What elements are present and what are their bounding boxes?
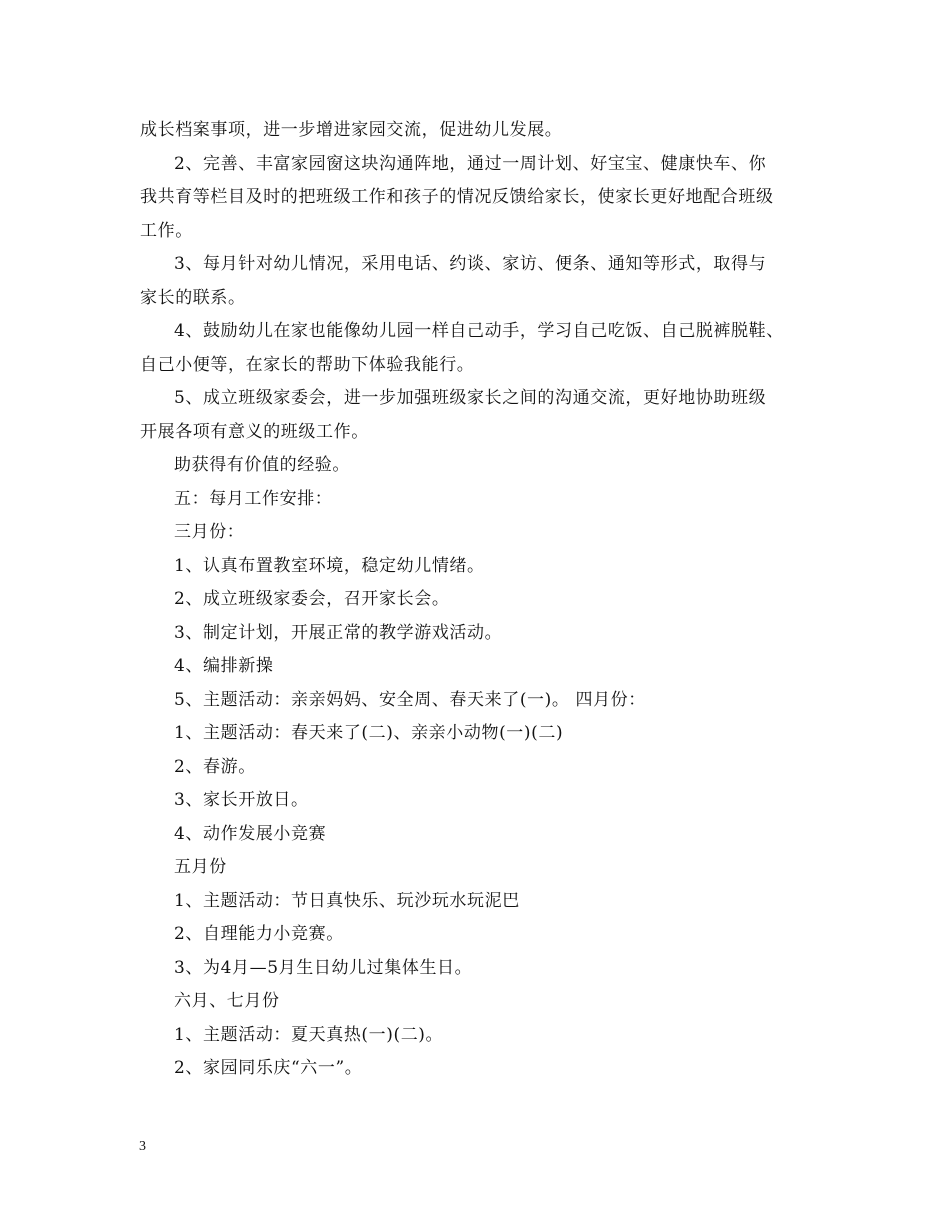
text-line: 成长档案事项，进一步增进家园交流，促进幼儿发展。 [140, 120, 563, 140]
text-line: 1、主题活动：春天来了(二)、亲亲小动物(一)(二) [174, 723, 564, 743]
text-line: 2、自理能力小竞赛。 [174, 924, 344, 944]
text-line: 工作。 [140, 220, 193, 241]
text-line: 家长的联系。 [140, 287, 246, 308]
text-line: 六月、七月份 [174, 991, 280, 1011]
text-line: 三月份： [174, 522, 245, 542]
text-line: 5、成立班级家委会，进一步加强班级家长之间的沟通交流，更好地协助班级 [174, 388, 767, 408]
text-line: 1、主题活动：夏天真热(一)(二)。 [174, 1024, 444, 1045]
text-line: 2、完善、丰富家园窗这块沟通阵地，通过一周计划、好宝宝、健康快车、你 [174, 153, 767, 174]
page-number: 3 [139, 1139, 146, 1154]
text-line: 3、制定计划，开展正常的教学游戏活动。 [174, 622, 503, 643]
text-line: 3、为4月—5月生日幼儿过集体生日。 [174, 957, 473, 978]
document-body [140, 114, 820, 1086]
text-line: 2、春游。 [174, 756, 256, 777]
text-line: 自己小便等，在家长的帮助下体验我能行。 [140, 354, 475, 375]
text-line: 4、编排新操 [174, 656, 274, 676]
text-line: 五：每月工作安排： [174, 488, 333, 509]
text-line: 5、主题活动：亲亲妈妈、安全周、春天来了(一)。 四月份： [174, 689, 646, 710]
text-line: 2、家园同乐庆“六一”。 [174, 1058, 363, 1078]
text-line: 1、主题活动：节日真快乐、玩沙玩水玩泥巴 [174, 890, 520, 911]
text-line: 助获得有价值的经验。 [174, 455, 350, 475]
text-line: 1、认真布置教室环境，稳定幼儿情绪。 [174, 555, 485, 576]
text-line: 2、成立班级家委会，召开家长会。 [174, 589, 450, 609]
text-line: 4、鼓励幼儿在家也能像幼儿园一样自己动手，学习自己吃饭、自己脱裤脱鞋、 [174, 321, 784, 341]
text-line: 3、每月针对幼儿情况，采用电话、约谈、家访、便条、通知等形式，取得与 [174, 254, 767, 274]
text-line: 开展各项有意义的班级工作。 [140, 421, 369, 442]
text-line: 我共育等栏目及时的把班级工作和孩子的情况反馈给家长，使家长更好地配合班级 [140, 187, 774, 207]
text-line: 4、动作发展小竞赛 [174, 823, 327, 844]
text-line: 3、家长开放日。 [174, 790, 309, 810]
text-line: 五月份 [174, 857, 227, 877]
